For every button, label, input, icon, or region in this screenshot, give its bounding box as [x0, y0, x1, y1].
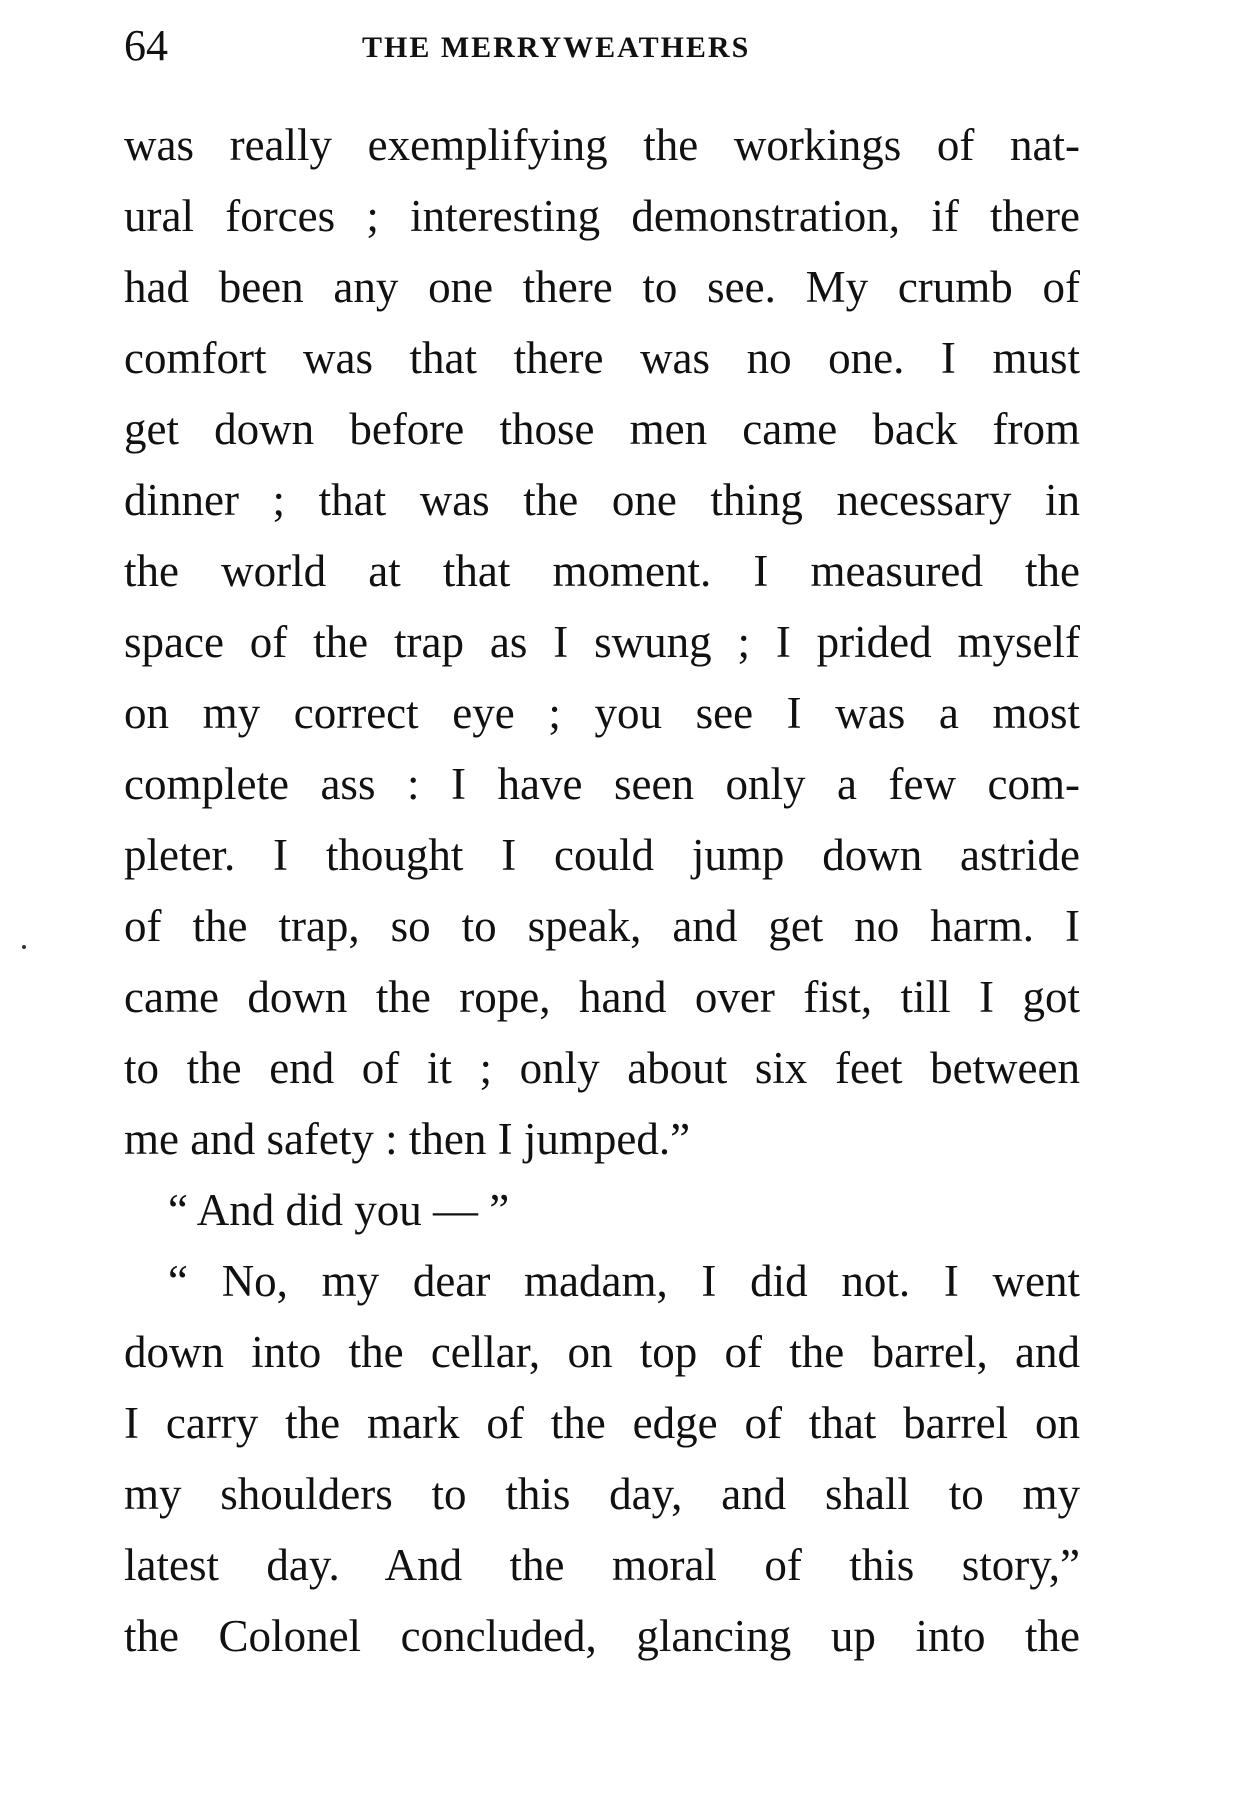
running-head [124, 18, 1080, 74]
text-line: comfort was that there was no one. I must [124, 333, 1080, 383]
text-line: latest day. And the moral of this story,” [124, 1540, 1080, 1590]
text-line: complete ass : I have seen only a few com- [124, 759, 1080, 809]
text-line: dinner ; that was the one thing necessary in [124, 475, 1080, 525]
text-line: of the trap, so to speak, and get no harm. I [124, 901, 1080, 951]
text-line: down into the cellar, on top of the barrel, and [124, 1327, 1080, 1377]
page-number: 64 [124, 21, 168, 70]
body-text [124, 110, 1080, 1672]
ink-speck [22, 945, 26, 949]
text-line: had been any one there to see. My crumb of [124, 262, 1080, 312]
text-line: the Colonel concluded, glancing up into the [124, 1611, 1080, 1661]
text-line: was really exemplifying the workings of nat- [124, 120, 1080, 170]
text-line: my shoulders to this day, and shall to my [124, 1469, 1080, 1519]
text-line: ural forces ; interesting demonstration, if there [124, 191, 1080, 241]
running-title: THE MERRYWEATHERS [362, 31, 751, 64]
text-line-paragraph-end: me and safety : then I jumped.” [124, 1114, 691, 1164]
text-line-dialogue: “ And did you — ” [168, 1185, 510, 1235]
text-line: get down before those men came back from [124, 404, 1080, 454]
text-line: space of the trap as I swung ; I prided myself [124, 617, 1080, 667]
text-line: to the end of it ; only about six feet between [124, 1043, 1080, 1093]
text-line-paragraph-start: “ No, my dear madam, I did not. I went [168, 1256, 1080, 1306]
text-line: came down the rope, hand over fist, till I got [124, 972, 1080, 1022]
text-line: on my correct eye ; you see I was a most [124, 688, 1080, 738]
text-line: I carry the mark of the edge of that barrel on [124, 1398, 1080, 1448]
text-line: the world at that moment. I measured the [124, 546, 1080, 596]
text-line: pleter. I thought I could jump down astride [124, 830, 1080, 880]
